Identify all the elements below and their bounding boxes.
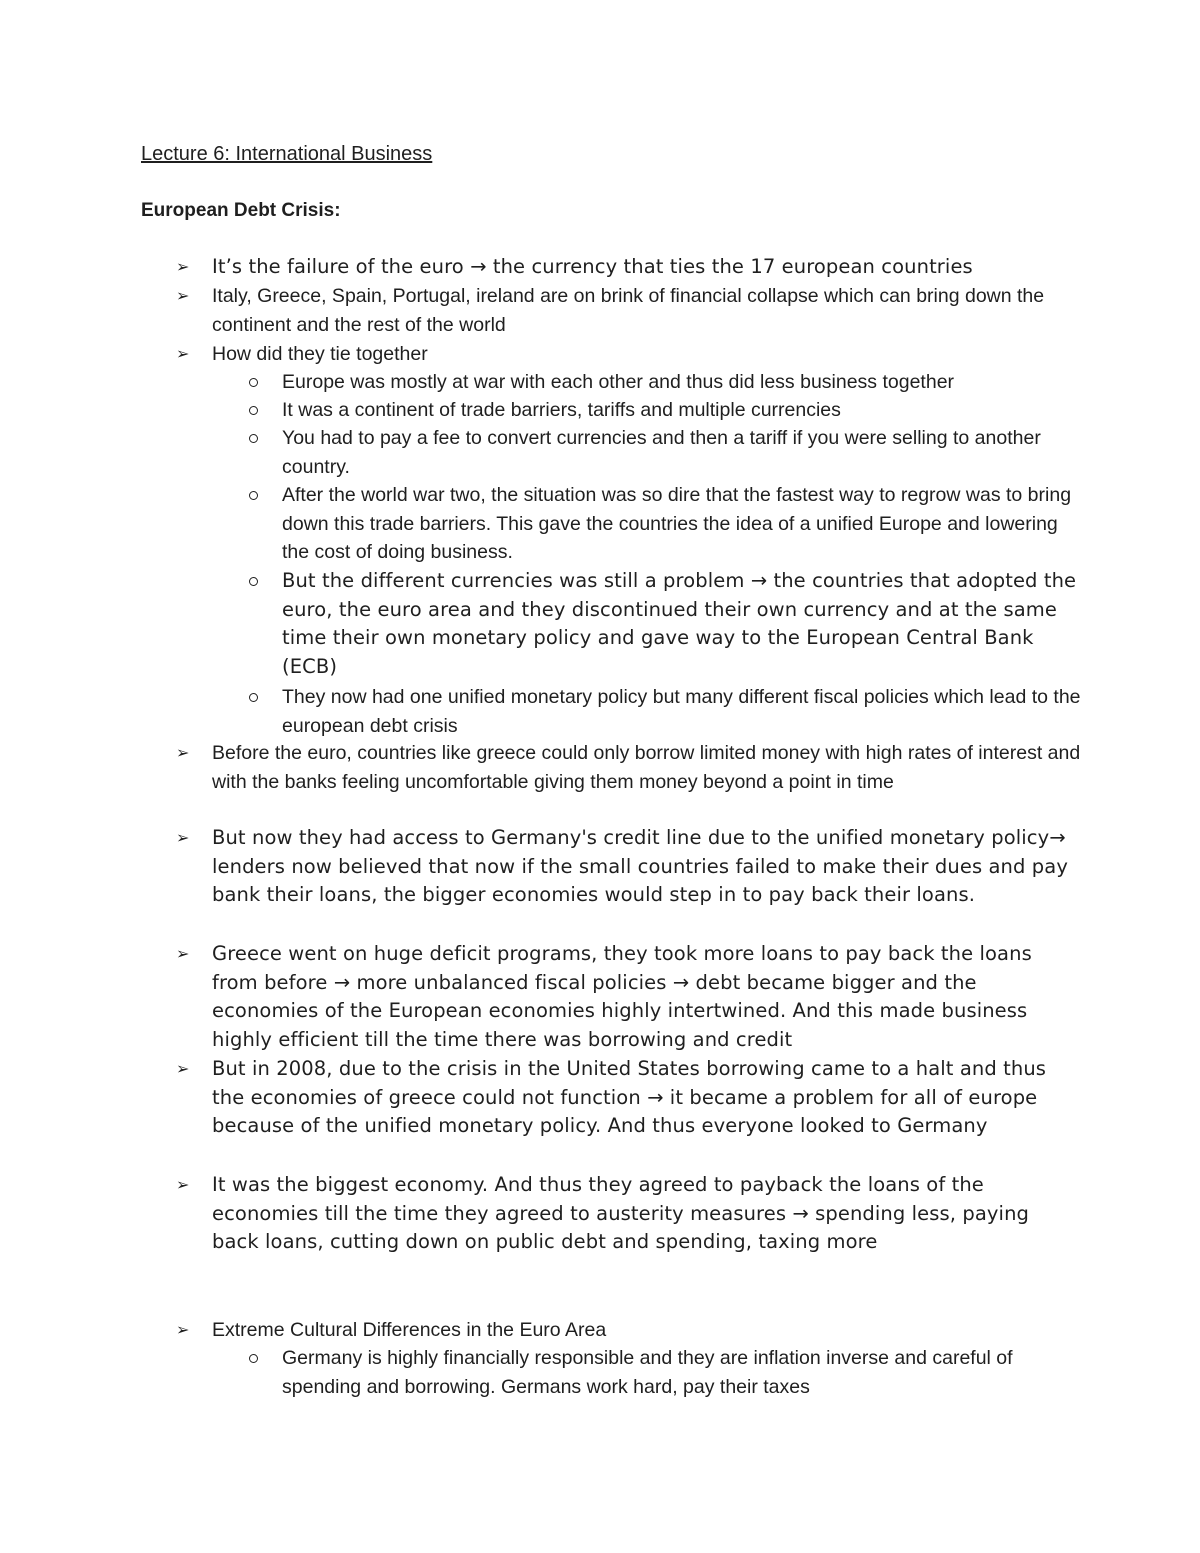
- arrow-bullet-icon: ➢: [176, 828, 190, 847]
- arrow-bullet-icon: ➢: [176, 1175, 190, 1194]
- list-item: [176, 253, 1082, 282]
- circle-bullet-icon: [249, 406, 258, 415]
- list-item: [176, 940, 1082, 1055]
- list-item: [176, 1316, 1082, 1345]
- list-item: [282, 481, 1082, 567]
- list-item-text: After the world war two, the situation was so dire that the fastest way to regrow was to bring down this trade barriers. This gave the countries the idea of a unified Europe and lowering the cost of doing business.: [282, 484, 1072, 564]
- circle-bullet-icon: [249, 577, 258, 586]
- list-item-text: They now had one unified monetary policy but many different fiscal policies which lead to the european debt crisis: [282, 686, 1081, 737]
- arrow-bullet-icon: ➢: [176, 944, 190, 963]
- arrow-bullet-icon: ➢: [176, 286, 190, 305]
- list-item: [176, 340, 1082, 369]
- list-item: [282, 424, 1082, 481]
- arrow-bullet-icon: ➢: [176, 1320, 190, 1339]
- list-item-text: It’s the failure of the euro → the currency that ties the 17 european countries: [212, 255, 973, 278]
- circle-bullet-icon: [249, 434, 258, 443]
- list-item-text: Europe was mostly at war with each other and thus did less business together: [282, 371, 955, 393]
- section-heading: European Debt Crisis:: [141, 200, 341, 221]
- arrow-bullet-icon: ➢: [176, 1059, 190, 1078]
- list-item: [282, 683, 1082, 740]
- list-item-text: It was a continent of trade barriers, tariffs and multiple currencies: [282, 399, 841, 421]
- list-item-text: How did they tie together: [212, 343, 428, 365]
- circle-bullet-icon: [249, 378, 258, 387]
- list-item-text: But now they had access to Germany's credit line due to the unified monetary policy→ lenders now believed that now if the small countries failed to make their dues and pay bank their loans, the bigger economies would step in to pay back their loans.: [212, 826, 1068, 907]
- list-item: [282, 1344, 1082, 1401]
- list-item: [282, 396, 1082, 425]
- list-item-text: You had to pay a fee to convert currencies and then a tariff if you were selling to another country.: [282, 427, 1041, 478]
- list-item: [176, 1055, 1082, 1141]
- list-item-text: Extreme Cultural Differences in the Euro Area: [212, 1319, 607, 1341]
- list-item-text: But the different currencies was still a problem → the countries that adopted the euro, the euro area and they discontinued their own currency and at the same time their own monetary policy and gave way to the European Central Bank (ECB): [282, 569, 1077, 679]
- list-item-text: Germany is highly financially responsible and they are inflation inverse and careful of spending and borrowing. Germans work hard, pay their taxes: [282, 1347, 1013, 1398]
- arrow-bullet-icon: ➢: [176, 257, 190, 276]
- list-item: [282, 567, 1082, 682]
- list-item-text: Italy, Greece, Spain, Portugal, ireland are on brink of financial collapse which can bring down the continent and the rest of the world: [212, 285, 1045, 336]
- list-item-text: Greece went on huge deficit programs, they took more loans to pay back the loans from before → more unbalanced fiscal policies → debt became bigger and the economies of the European economies highly intertwined. And this made business highly efficient till the time there was borrowing and credit: [212, 942, 1032, 1052]
- list-item: [176, 1171, 1082, 1257]
- arrow-bullet-icon: ➢: [176, 344, 190, 363]
- list-item-text: Before the euro, countries like greece could only borrow limited money with high rates of interest and with the banks feeling uncomfortable giving them money beyond a point in time: [212, 742, 1081, 793]
- list-item: [176, 739, 1082, 796]
- circle-bullet-icon: [249, 491, 258, 500]
- arrow-bullet-icon: ➢: [176, 743, 190, 762]
- circle-bullet-icon: [249, 693, 258, 702]
- lecture-title: Lecture 6: International Business: [141, 143, 433, 165]
- circle-bullet-icon: [249, 1354, 258, 1363]
- list-item: [282, 368, 1082, 397]
- list-item: [176, 824, 1082, 910]
- list-item: [176, 282, 1082, 339]
- list-item-text: But in 2008, due to the crisis in the United States borrowing came to a halt and thus the economies of greece could not function → it became a problem for all of europe because of the unified monetary policy. And thus everyone looked to Germany: [212, 1057, 1047, 1138]
- list-item-text: It was the biggest economy. And thus they agreed to payback the loans of the economies till the time they agreed to austerity measures → spending less, paying back loans, cutting down on public debt and spending, taxing more: [212, 1173, 1030, 1254]
